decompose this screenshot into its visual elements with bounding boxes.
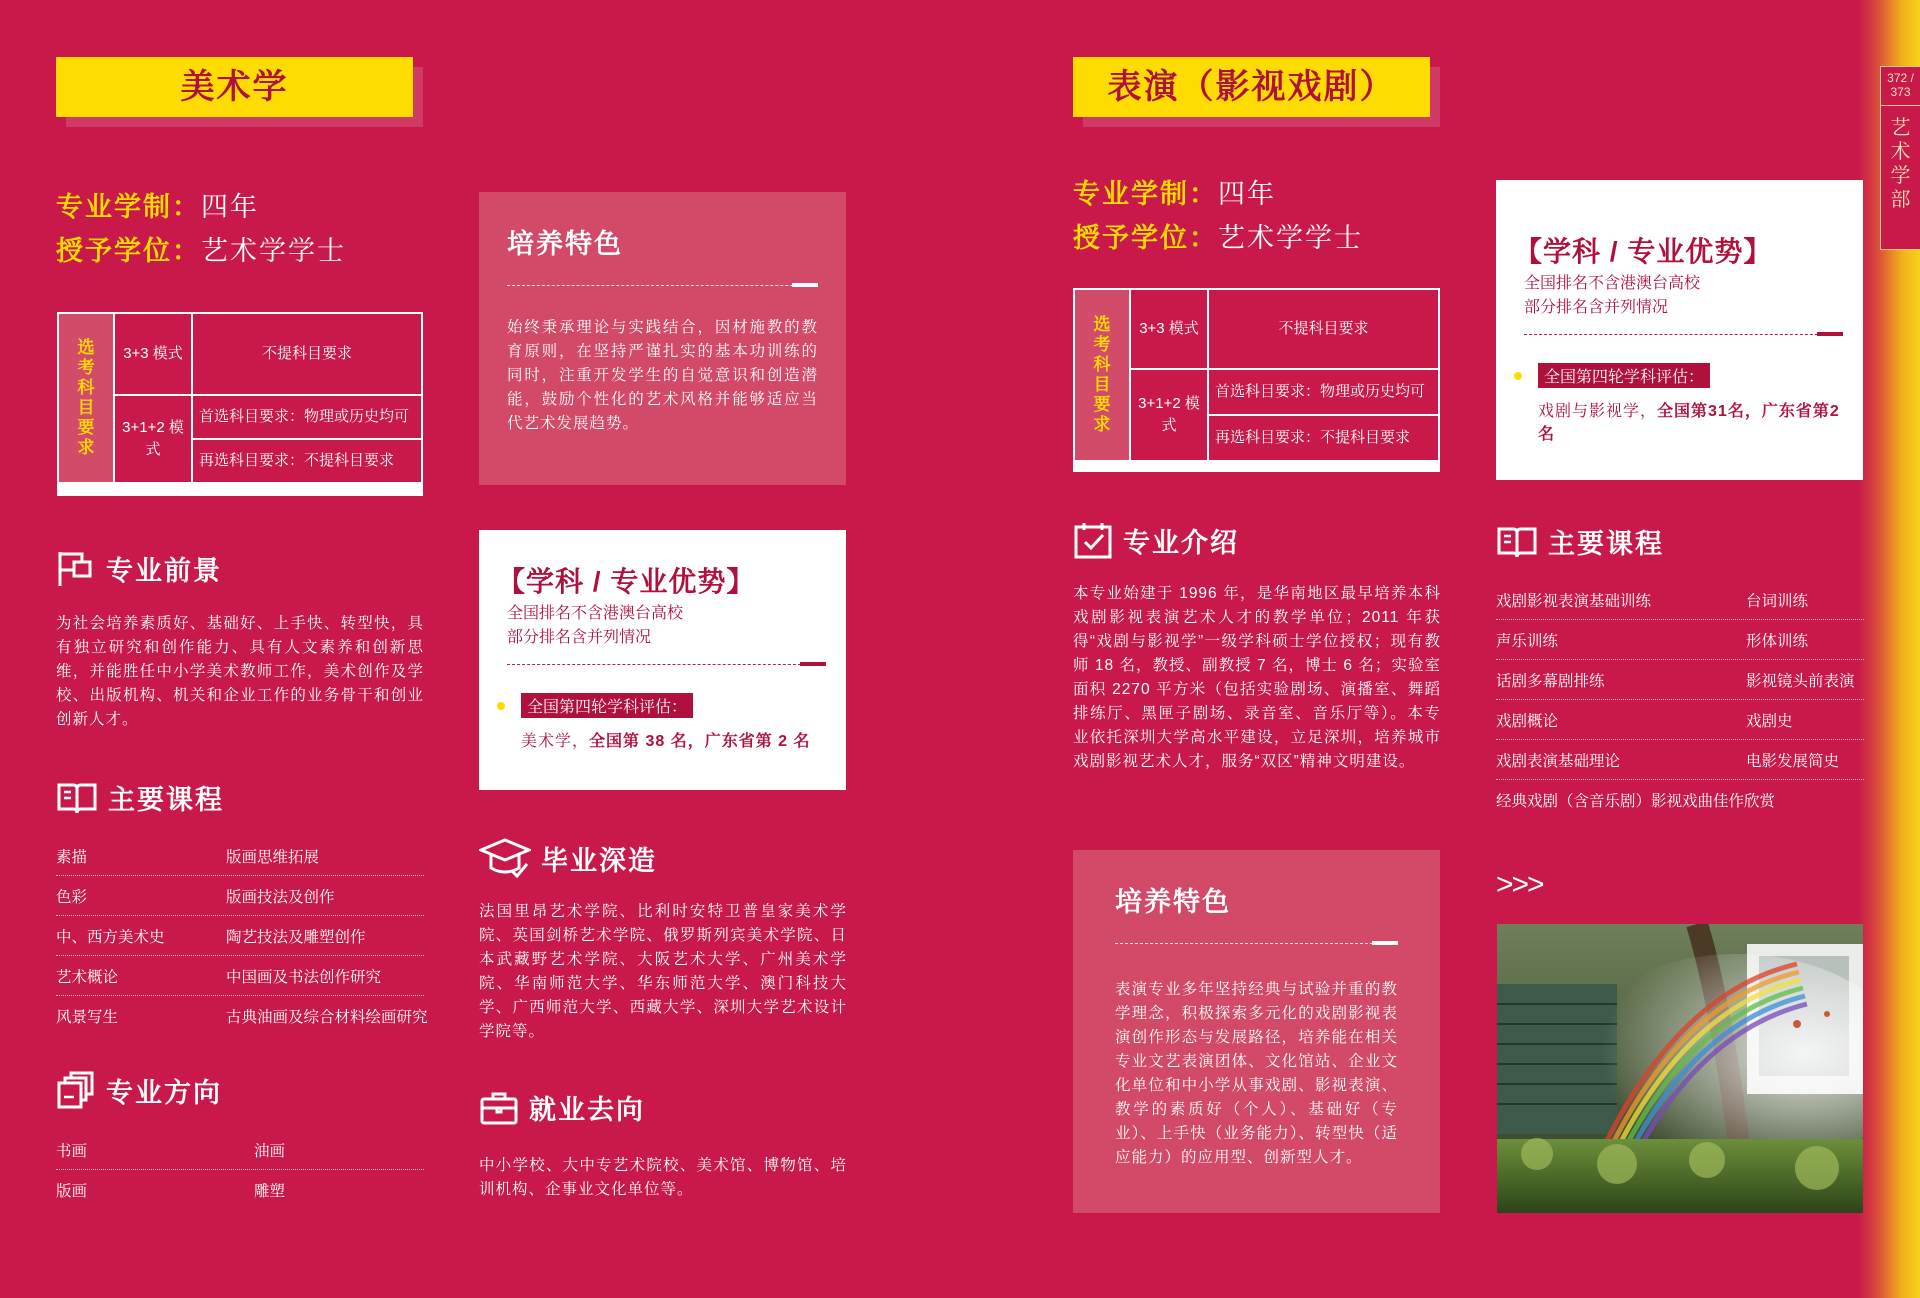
second-subject-requirement: 再选科目要求：不提科目要求 [192,439,422,483]
list-row [1496,780,1864,820]
arrows-decoration: >>> [1496,868,1543,901]
first-subject-requirement: 首选科目要求：物理或历史均可 [1208,369,1439,415]
list-item: 影视镜头前表演 [1746,672,1855,690]
list-item: 戏剧史 [1746,712,1793,730]
advantage-note-2: 部分排名含并列情况 [1524,299,1669,316]
stacked-cards-icon [56,1070,96,1110]
list-item: 声乐训练 [1496,632,1559,650]
list-item: 戏剧影视表演基础训练 [1496,592,1652,610]
side-tab [1880,66,1920,250]
performance-course-list [1496,580,1864,820]
evaluation-label: 全国第四轮学科评估： [1538,363,1710,388]
mode-3-1-2: 3+1+2 模式 [1130,369,1208,461]
duration-value: 四年 [1218,179,1276,209]
fine-arts-meta [56,185,346,273]
second-subject-requirement: 再选科目要求：不提科目要求 [1208,415,1439,461]
degree-value: 艺术学学士 [1218,223,1363,253]
further-study-text: 法国里昂艺术学院、比利时安特卫普皇家美术学院、英国剑桥艺术学院、俄罗斯列宾美术学院、日本武藏野艺术学院、大阪艺术大学、广州美术学院、华南师范大学、华东师范大学、澳门科技大学、广西师范大学、西藏大学、深圳大学艺术设计学院等。 [479,903,847,1040]
further-study-heading: 毕业深造 [479,836,657,880]
requirement-vertical-label: 选考科目要求 [1074,289,1130,461]
dashed-divider [507,285,818,286]
evaluation-label: 全国第四轮学科评估： [521,693,693,718]
directions-list [56,1130,424,1210]
list-item: 书画 [56,1142,88,1160]
list-item: 风景写生 [56,1009,119,1026]
page-number: 372 / 373 [1881,67,1920,106]
prospect-heading: 专业前景 [56,548,222,588]
advantage-heading: 【学科 / 专业优势】 [1514,236,1773,267]
list-row [56,916,424,956]
features-text: 始终秉承理论与实践结合，因材施教的教育原则，在坚持严谨扎实的基本功训练的同时，注重开发学生的自觉意识和创造潜能，鼓励个性化的艺术风格并能够适应当代艺术发展趋势。 [507,319,818,432]
open-book-icon [56,780,98,816]
flag-icon [56,548,96,588]
list-row [1496,700,1864,740]
advantage-note-2: 部分排名含并列情况 [507,629,652,646]
calendar-check-icon [1073,520,1113,560]
list-item: 版画思维拓展 [226,848,320,866]
fine-arts-course-list [56,836,428,1036]
dashed-divider [1115,943,1398,944]
fine-arts-courses-heading: 主要课程 [56,778,224,817]
list-row [56,956,424,996]
list-item: 台词训练 [1746,592,1809,610]
dashed-divider [507,664,826,665]
bullet-dot [1514,372,1522,380]
list-item: 版画技法及创作 [226,888,335,906]
table-footer-bar [1073,460,1440,472]
duration-label: 专业学制： [56,192,201,222]
degree-label: 授予学位： [56,236,201,266]
section-label: 艺术学部 [1890,117,1911,211]
list-row [56,1130,424,1170]
requirement-vertical-label: 选考科目要求 [58,313,114,483]
list-item: 话剧多幕剧排练 [1496,672,1605,690]
list-item: 雕塑 [254,1183,286,1200]
features-heading: 培养特色 [1115,887,1231,917]
list-row [1496,580,1864,620]
degree-label: 授予学位： [1073,223,1218,253]
list-row [1496,660,1864,700]
list-item: 色彩 [56,888,88,906]
open-book-icon [1496,524,1538,560]
bullet-dot [497,702,505,710]
fine-arts-requirement-table [57,312,423,484]
table-footer-bar [57,484,423,496]
list-row [56,1170,424,1210]
advantage-note-1: 全国排名不含港澳台高校 [1524,275,1701,292]
list-item: 戏剧表演基础理论 [1496,752,1621,770]
performance-advantage-box [1496,180,1863,480]
list-row [1496,620,1864,660]
duration-label: 专业学制： [1073,179,1218,209]
intro-heading: 专业介绍 [1073,520,1239,560]
fine-arts-features-box [479,192,846,485]
mode-3-3: 3+3 模式 [1130,289,1208,369]
mode-3-3: 3+3 模式 [114,313,192,395]
advantage-note-1: 全国排名不含港澳台高校 [507,605,684,622]
list-item: 戏剧概论 [1496,712,1559,730]
performance-meta [1073,172,1363,260]
list-item: 古典油画及综合材料绘画研究 [226,1009,428,1026]
mode-3-1-2: 3+1+2 模式 [114,395,192,483]
mode-3-3-requirement: 不提科目要求 [1208,289,1439,369]
list-item: 中、西方美术史 [56,928,165,946]
performance-requirement-table [1073,288,1440,462]
list-item: 陶艺技法及雕塑创作 [226,928,366,946]
list-item: 经典戏剧（含音乐剧）影视戏曲佳作欣赏 [1496,793,1776,810]
prospect-text: 为社会培养素质好、基础好、上手快、转型快，具有独立研究和创作能力、具有人文素养和创新思维，并能胜任中小学美术教师工作，美术创作及学校、出版机构、机关和企业工作的业务骨干和创业创新人才。 [56,615,424,728]
employment-text: 中小学校、大中专艺术院校、美术馆、博物馆、培训机构、企事业文化单位等。 [479,1157,847,1198]
dashed-divider [1524,334,1843,335]
graduation-cap-icon [479,836,531,880]
list-item: 电影发展简史 [1746,752,1840,770]
list-row [1496,740,1864,780]
mode-3-3-requirement: 不提科目要求 [192,313,422,395]
performance-courses-heading: 主要课程 [1496,522,1664,561]
employment-heading: 就业去向 [479,1088,645,1127]
performance-features-box [1073,850,1440,1213]
evaluation-result: 美术学，全国第 38 名，广东省第 2 名 [521,733,811,750]
list-row [56,876,424,916]
features-text: 表演专业多年坚持经典与试验并重的教学理念，积极探索多元化的戏剧影视表演创作形态与发展路径，培养能在相关专业文艺表演团体、文化馆站、企业文化单位和中小学从事戏剧、影视表演、教学的素质好（个人）、基础好（专业）、上手快（业务能力）、转型快（适应能力）的应用型、创新型人才。 [1115,981,1398,1166]
list-item: 油画 [254,1142,286,1160]
duration-value: 四年 [201,192,259,222]
intro-text: 本专业始建于 1996 年，是华南地区最早培养本科戏剧影视表演艺术人才的教学单位；2011 年获得“戏剧与影视学”一级学科硕士学位授权；现有教师 18 名，教授、副教授 7 名，博士 6 名；实验室面积 2270 平方米（包括实验剧场、演播室、舞蹈排练厅、黑匣子剧场、录音室、音乐厅等）。本专业依托深圳大学高水平建设，立足深圳，培养城市戏剧影视艺术人才，服务“双区”精神文明建设。 [1073,585,1441,770]
list-item: 形体训练 [1746,632,1809,650]
first-subject-requirement: 首选科目要求：物理或历史均可 [192,395,422,439]
list-item: 素描 [56,848,88,866]
list-row [56,836,424,876]
fine-arts-title: 美术学 [56,57,413,117]
list-item: 版画 [56,1183,88,1200]
degree-value: 艺术学学士 [201,236,346,266]
evaluation-result: 戏剧与影视学，全国第31名，广东省第2名 [1538,403,1840,443]
performance-title: 表演（影视戏剧） [1073,57,1430,117]
list-item: 艺术概论 [56,968,119,986]
features-heading: 培养特色 [507,229,623,259]
advantage-heading: 【学科 / 专业优势】 [497,566,756,597]
directions-heading: 专业方向 [56,1070,222,1110]
fine-arts-advantage-box [479,530,846,790]
garden-rainbow-photo [1497,924,1863,1213]
list-row [56,996,428,1036]
briefcase-icon [479,1090,519,1126]
list-item: 中国画及书法创作研究 [226,968,382,986]
